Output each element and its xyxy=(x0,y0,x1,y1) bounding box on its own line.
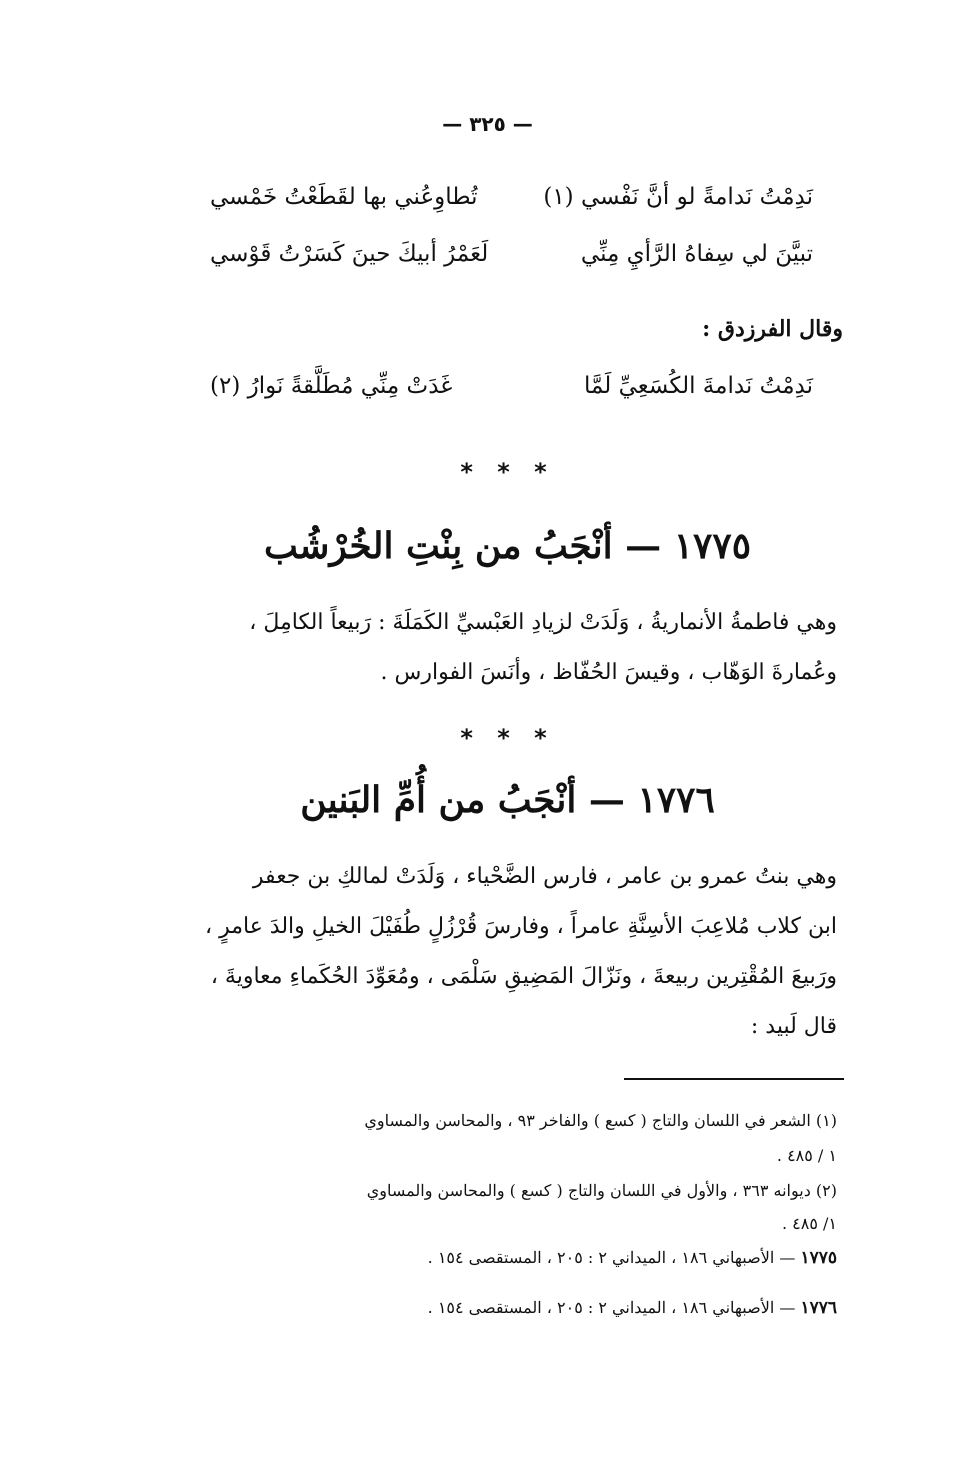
proverb-1776-line-3: ورَبيعَ المُقْتِرين ربيعةَ ، ونَزّالَ المَضِيقِ سَلْمَى ، ومُعَوِّدَ الحُكَماءِ معاويةَ ، xyxy=(210,964,837,989)
proverb-1776-line-2: ابن كلاب مُلاعِبَ الأسِنَّةِ عامراً ، وفارسَ قُرْزُلٍ طُفَيْلَ الخيلِ والدَ عامرٍ ، xyxy=(204,914,837,939)
source-1775-number: ١٧٧٥ xyxy=(800,1248,837,1268)
proverb-1775-line-2: وعُمارةَ الوَهّاب ، وقيسَ الحُفّاظ ، وأنَسَ الفوارس . xyxy=(380,660,837,685)
source-1775 xyxy=(428,1250,837,1267)
poem1-line1-first-hemistich: نَدِمْتُ نَدامةً لو أنَّ نَفْسي (١) xyxy=(543,184,813,210)
proverb-1775-line-1: وهي فاطمةُ الأنماريةُ ، وَلَدَتْ لزيادِ العَبْسيِّ الكَمَلَةَ : رَبيعاً الكامِلَ ، xyxy=(249,610,837,635)
poem1-line2-second-hemistich: لَعَمْرُ أبيكَ حينَ كَسَرْتُ قَوْسي xyxy=(210,241,489,267)
page-number: — ٣٢٥ — xyxy=(442,112,533,136)
poem2-second-hemistich: غَدَتْ مِنِّي مُطَلَّقةً نَوارُ (٢) xyxy=(210,373,453,399)
source-1776-number: ١٧٧٦ xyxy=(800,1298,837,1318)
section-separator: * * * xyxy=(460,458,555,486)
source-1776 xyxy=(428,1300,837,1317)
poem1-line1-second-hemistich: تُطاوِعُني بها لقَطَعْتُ خَمْسي xyxy=(210,184,478,210)
footnote-2: (٢) ديوانه ٣٦٣ ، والأول في اللسان والتاج ( كسع ) والمحاسن والمساوي xyxy=(366,1181,837,1200)
proverb-1776-line-1: وهي بنتُ عمرو بن عامر ، فارس الضَّحْياء ، وَلَدَتْ لمالكِ بن جعفر xyxy=(252,864,837,889)
footnote-1: (١) الشعر في اللسان والتاج ( كسع ) والفاخر ٩٣ ، والمحاسن والمساوي xyxy=(364,1111,837,1130)
proverb-1776-line-4: قال لَبيد : xyxy=(750,1014,837,1039)
source-1776-text: — الأصبهاني ١٨٦ ، الميداني ٢ : ٢٠٥ ، المستقصى ١٥٤ . xyxy=(427,1298,796,1317)
source-1775-text: — الأصبهاني ١٨٦ ، الميداني ٢ : ٢٠٥ ، المستقصى ١٥٤ . xyxy=(427,1248,796,1267)
footnote-divider xyxy=(624,1078,844,1080)
footnote-2-continued: ١/ ٤٨٥ . xyxy=(781,1214,837,1233)
poem2-first-hemistich: نَدِمْتُ نَدامةَ الكُسَعِيِّ لَمَّا xyxy=(583,373,813,399)
poem1-line2-first-hemistich: تبيَّنَ لي سِفاهُ الرَّأيِ مِنِّي xyxy=(580,241,813,267)
proverb-1776-heading: ١٧٧٦ — أنْجَبُ من أُمِّ البَنين xyxy=(300,779,715,821)
footnote-1-continued: ١ / ٤٨٥ . xyxy=(776,1146,837,1165)
section-separator: * * * xyxy=(460,724,555,752)
proverb-1775-heading: ١٧٧٥ — أنْجَبُ من بِنْتِ الخُرْشُب xyxy=(263,525,752,567)
farazdaq-intro: وقال الفرزدق : xyxy=(702,316,843,342)
